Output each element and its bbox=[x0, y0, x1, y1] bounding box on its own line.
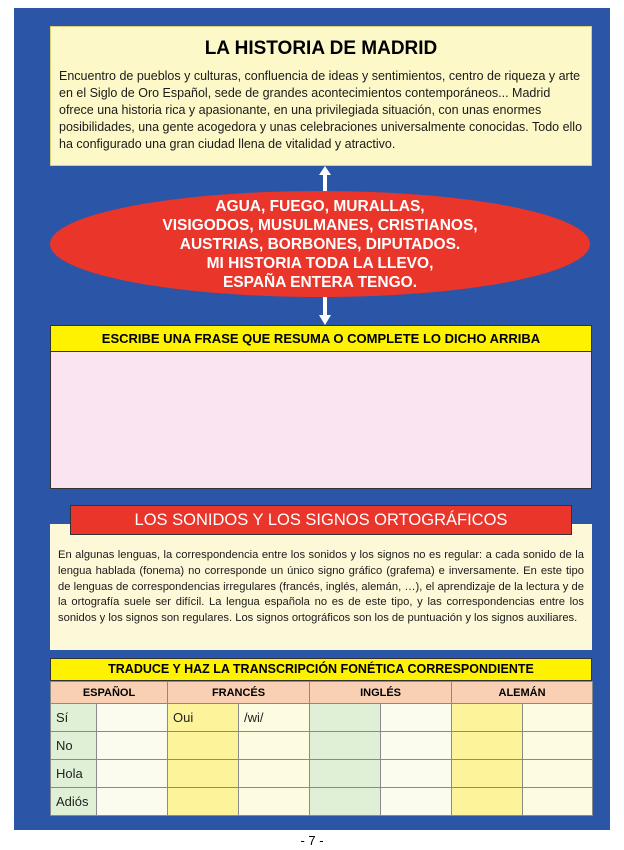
page-title: LA HISTORIA DE MADRID bbox=[204, 38, 438, 59]
page-number: - 7 - bbox=[300, 833, 324, 848]
intro-text: Encuentro de pueblos y culturas, confluencia de ideas y sentimientos, centro de riqueza y arte en el Siglo de Oro Español, sede de grandes acontecimientos contemporáneos... Madrid ofrece una historia rica y apasionante, en una privilegiada situación, con unas enormes posibilidades, una gente acogedora y unas celebraciones universalmente conocidas. Todo ello ha configurado una gran ciudad llena de vitalidad y atractivo. bbox=[59, 69, 583, 151]
intro-box bbox=[50, 26, 592, 166]
cell-spanish-phonetic[interactable] bbox=[97, 732, 168, 760]
table-row bbox=[51, 732, 593, 760]
motto-oval bbox=[50, 191, 590, 297]
motto-text: AGUA, FUEGO, MURALLAS, VISIGODOS, MUSULMANES, CRISTIANOS, AUSTRIAS, BORBONES, DIPUTADOS. MI HISTORIA TODA LA LLEVO, ESPAÑA ENTERA TENGO. bbox=[162, 197, 478, 291]
cell-german-word[interactable] bbox=[452, 760, 523, 788]
cell-french-phonetic[interactable] bbox=[239, 788, 310, 816]
sounds-title: LOS SONIDOS Y LOS SIGNOS ORTOGRÁFICOS bbox=[70, 505, 572, 535]
table-row bbox=[51, 788, 593, 816]
cell-german-phonetic[interactable] bbox=[523, 760, 593, 788]
cell-english-phonetic[interactable] bbox=[381, 732, 452, 760]
column-header-french: FRANCÉS bbox=[168, 682, 310, 704]
column-header-english: INGLÉS bbox=[310, 682, 452, 704]
cell-english-word[interactable] bbox=[310, 704, 381, 732]
cell-english-word[interactable] bbox=[310, 760, 381, 788]
translation-table bbox=[50, 681, 593, 816]
cell-english-phonetic[interactable] bbox=[381, 760, 452, 788]
cell-french-word[interactable] bbox=[168, 732, 239, 760]
cell-french-word[interactable] bbox=[168, 788, 239, 816]
sounds-text: En algunas lenguas, la correspondencia entre los sonidos y los signos no es regular: a cada sonido de la lengua hablada (fonema) no corresponde un único signo gráfico (grafema) e inversamente. En este tipo de lenguas de correspondencias irregulares (francés, inglés, alemán, …), el aprendizaje de la lectura y de la ortografía suele ser difícil. La lengua española no es de este tipo, y las correspondencias entre los sonidos y los signos son regulares. Los signos ortográficos son los de puntuación y los signos auxiliares. bbox=[58, 549, 584, 625]
cell-spanish-word: Sí bbox=[51, 704, 97, 732]
cell-german-phonetic[interactable] bbox=[523, 704, 593, 732]
cell-spanish-phonetic[interactable] bbox=[97, 788, 168, 816]
column-header-spanish: ESPAÑOL bbox=[51, 682, 168, 704]
write-answer-area[interactable] bbox=[50, 352, 592, 489]
cell-spanish-word: Hola bbox=[51, 760, 97, 788]
cell-german-word[interactable] bbox=[452, 704, 523, 732]
translate-header: TRADUCE Y HAZ LA TRANSCRIPCIÓN FONÉTICA CORRESPONDIENTE bbox=[50, 658, 592, 681]
cell-french-word[interactable] bbox=[168, 760, 239, 788]
cell-german-phonetic[interactable] bbox=[523, 788, 593, 816]
column-header-german: ALEMÁN bbox=[452, 682, 593, 704]
cell-french-phonetic[interactable] bbox=[239, 732, 310, 760]
table-row bbox=[51, 760, 593, 788]
write-section-header: ESCRIBE UNA FRASE QUE RESUMA O COMPLETE LO DICHO ARRIBA bbox=[50, 325, 592, 352]
cell-french-phonetic[interactable] bbox=[239, 760, 310, 788]
arrow-up-icon bbox=[319, 166, 331, 192]
sounds-box bbox=[50, 524, 592, 650]
cell-french-word[interactable]: Oui bbox=[168, 704, 239, 732]
table-row bbox=[51, 704, 593, 732]
cell-french-phonetic[interactable]: /wi/ bbox=[239, 704, 310, 732]
cell-german-word[interactable] bbox=[452, 732, 523, 760]
cell-spanish-phonetic[interactable] bbox=[97, 760, 168, 788]
cell-german-phonetic[interactable] bbox=[523, 732, 593, 760]
arrow-down-icon bbox=[319, 297, 331, 325]
cell-spanish-word: No bbox=[51, 732, 97, 760]
table-header-row bbox=[51, 682, 593, 704]
cell-english-phonetic[interactable] bbox=[381, 704, 452, 732]
cell-english-phonetic[interactable] bbox=[381, 788, 452, 816]
cell-spanish-phonetic[interactable] bbox=[97, 704, 168, 732]
cell-english-word[interactable] bbox=[310, 788, 381, 816]
page-background bbox=[14, 8, 610, 830]
cell-spanish-word: Adiós bbox=[51, 788, 97, 816]
cell-english-word[interactable] bbox=[310, 732, 381, 760]
cell-german-word[interactable] bbox=[452, 788, 523, 816]
